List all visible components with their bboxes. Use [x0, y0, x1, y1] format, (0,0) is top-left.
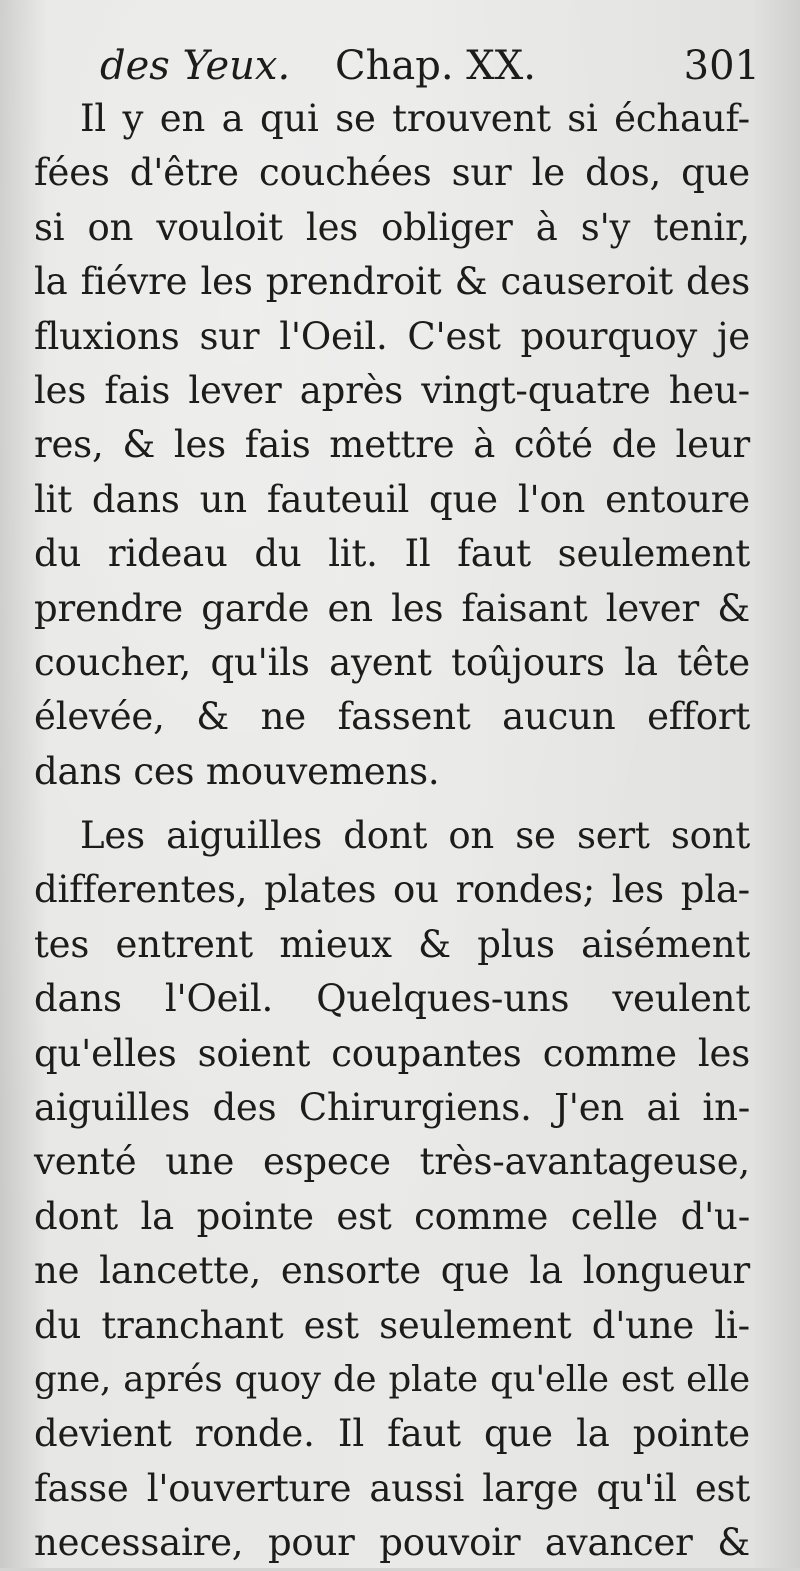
text-line: dont la pointe est comme celle d'u- — [34, 1194, 750, 1238]
text-line: qu'elles soient coupantes comme les — [34, 1031, 750, 1075]
text-line: si on vouloit les obliger à s'y tenir, — [34, 205, 750, 249]
text-line: differentes, plates ou rondes; les pla- — [34, 868, 750, 912]
text-line: tes entrent mieux & plus aisément — [34, 922, 750, 966]
text-line: la fiévre les prendroit & causeroit des — [34, 260, 750, 304]
text-line: aiguilles des Chirurgiens. J'en ai in- — [34, 1086, 750, 1130]
text-line: devient ronde. Il faut que la pointe — [34, 1412, 750, 1456]
body-text — [34, 92, 750, 1571]
page-number: 301 — [683, 43, 760, 89]
text-line: lit dans un fauteuil que l'on entoure — [34, 477, 750, 521]
chapter-heading: Chap. XX. — [335, 43, 536, 89]
text-line: Il y en a qui se trouvent si échauf- — [80, 97, 750, 140]
text-line: ne lancette, ensorte que la longueur — [34, 1249, 750, 1293]
text-line: du rideau du lit. Il faut seulement — [34, 532, 750, 576]
text-line: prendre garde en les faisant lever & — [34, 586, 750, 630]
text-line: coucher, qu'ils ayent toûjours la tête — [34, 640, 750, 684]
text-line: res, & les fais mettre à côté de leur — [34, 423, 750, 467]
text-line: dans ces mouvemens. — [34, 749, 440, 793]
page-header — [100, 38, 760, 94]
text-line: necessaire, pour pouvoir avancer & — [34, 1521, 750, 1565]
text-line: fasse l'ouverture aussi large qu'il est — [34, 1466, 750, 1510]
paragraph-1 — [34, 92, 750, 799]
text-line: dans l'Oeil. Quelques-uns veulent — [34, 977, 750, 1021]
paragraph-2 — [34, 809, 750, 1570]
text-line: élevée, & ne fassent aucun effort — [34, 695, 750, 739]
text-line: fées d'être couchées sur le dos, que — [34, 151, 750, 195]
running-title: des Yeux. — [100, 43, 291, 89]
text-line: du tranchant est seulement d'une li- — [34, 1303, 750, 1347]
paragraph-gap — [34, 799, 750, 809]
text-line: les fais lever après vingt-quatre heu- — [34, 368, 750, 412]
text-line: Les aiguilles dont on se sert sont — [80, 814, 750, 858]
text-line: fluxions sur l'Oeil. C'est pourquoy je — [34, 314, 750, 358]
text-line: gne, aprés quoy de plate qu'elle est elle — [34, 1358, 750, 1400]
text-line: venté une espece très-avantageuse, — [34, 1140, 750, 1184]
